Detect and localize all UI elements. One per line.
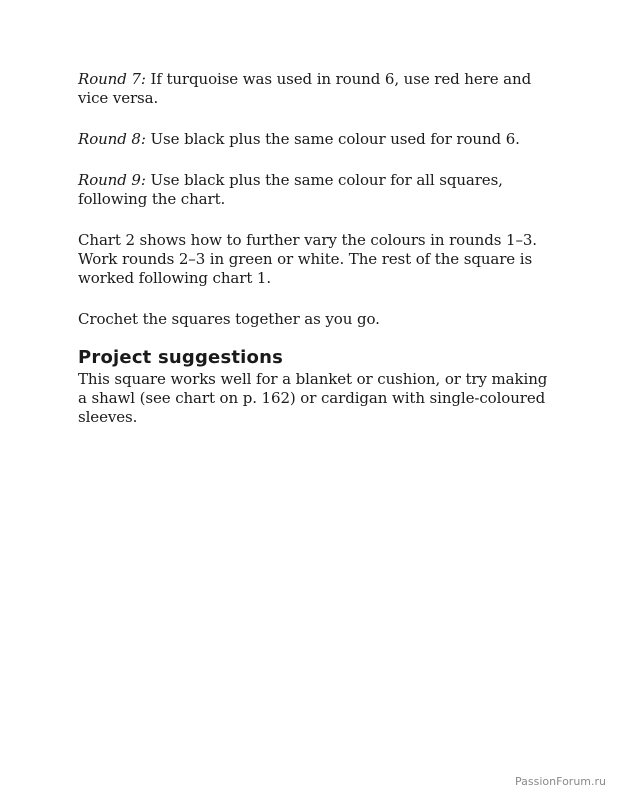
round-8-label: Round 8:: [78, 130, 146, 148]
round-7-text: If turquoise was used in round 6, use red here and vice versa.: [78, 70, 532, 107]
round-8-paragraph: [78, 130, 558, 149]
watermark: PassionForum.ru: [515, 775, 606, 788]
round-9-paragraph: [78, 171, 558, 209]
round-7-paragraph: [78, 70, 558, 108]
project-suggestions-paragraph: This square works well for a blanket or cushion, or try making a shawl (see chart on p. 162) or cardigan with single-coloured sleeves.: [78, 370, 548, 426]
section-heading: Project suggestions: [78, 347, 284, 368]
round-9-label: Round 9:: [78, 171, 146, 189]
chart-2-paragraph: Chart 2 shows how to further vary the colours in rounds 1–3. Work rounds 2–3 in green or white. The rest of the square is worked following chart 1.: [78, 231, 537, 287]
crochet-paragraph: Crochet the squares together as you go.: [78, 310, 380, 328]
round-8-text: Use black plus the same colour used for round 6.: [145, 130, 520, 148]
round-9-text: Use black plus the same colour for all squares, following the chart.: [78, 171, 503, 208]
document-body: [78, 70, 558, 427]
round-7-label: Round 7:: [78, 70, 146, 88]
